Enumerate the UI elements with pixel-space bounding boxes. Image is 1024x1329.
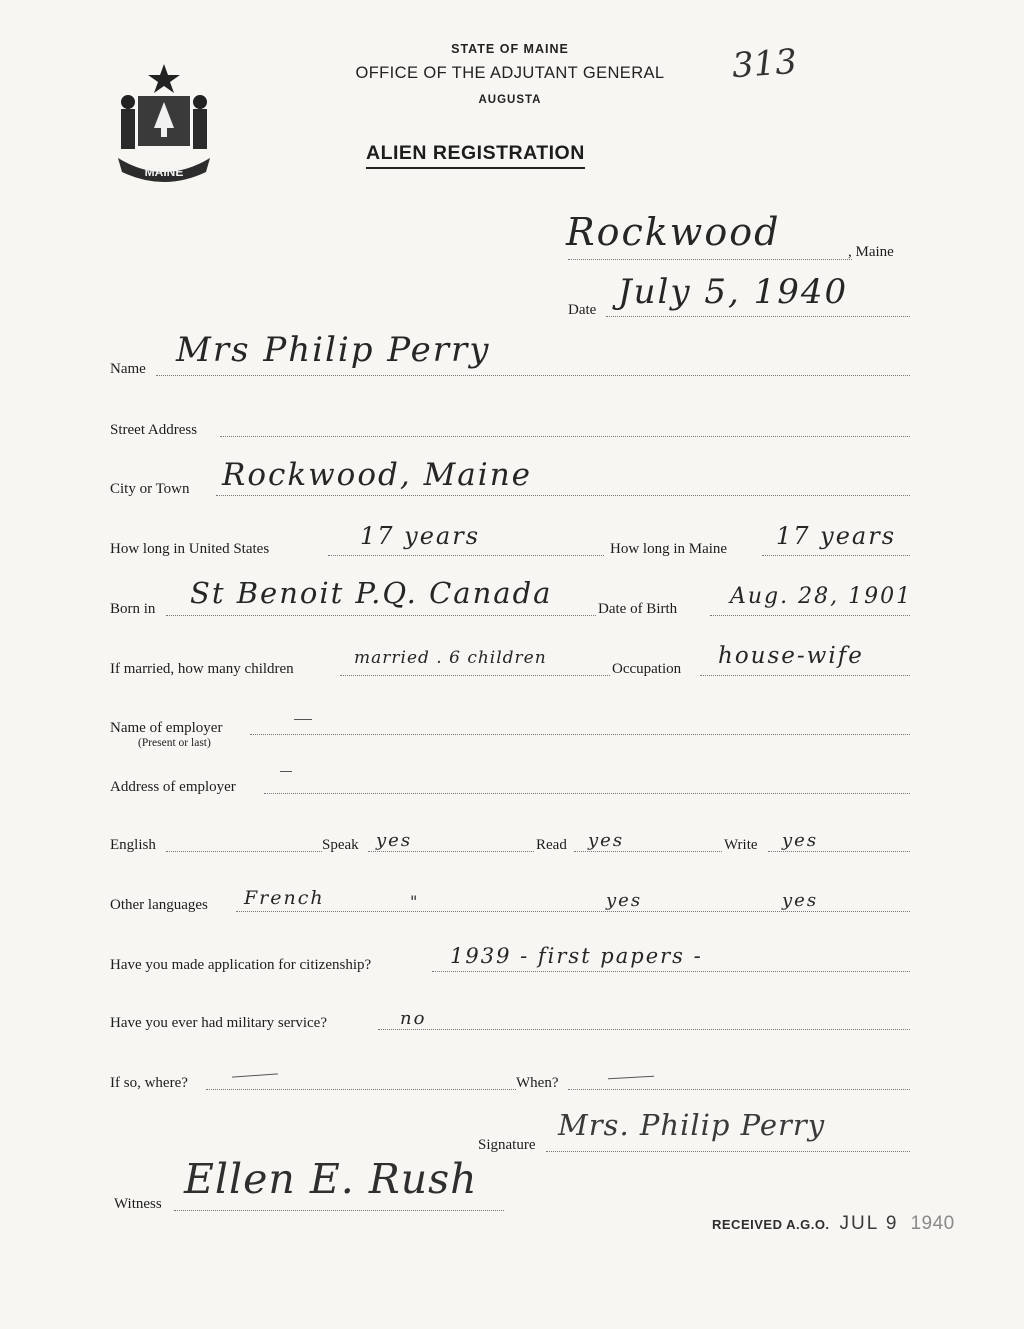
english-read-value: yes bbox=[588, 830, 625, 851]
english-write-value: yes bbox=[782, 830, 819, 851]
where-line bbox=[206, 1089, 516, 1090]
citizenship-label: Have you made application for citizenship? bbox=[110, 957, 372, 973]
military-label: Have you ever had military service? bbox=[110, 1015, 327, 1031]
dob-label: Date of Birth bbox=[598, 601, 678, 617]
occupation-value: house-wife bbox=[718, 643, 864, 669]
born-label: Born in bbox=[110, 601, 156, 617]
witness-value: Ellen E. Rush bbox=[184, 1155, 478, 1203]
maine-years-line bbox=[762, 555, 910, 556]
english-speak-value: yes bbox=[376, 830, 413, 851]
us-years-value: 17 years bbox=[360, 522, 481, 550]
location-suffix: , Maine bbox=[848, 244, 894, 260]
when-dash bbox=[608, 1076, 654, 1079]
signature-line bbox=[546, 1151, 910, 1152]
employer-address-line bbox=[264, 793, 910, 794]
signature-value: Mrs. Philip Perry bbox=[558, 1108, 826, 1142]
witness-label: Witness bbox=[114, 1196, 162, 1212]
employer-address-dash bbox=[280, 771, 292, 772]
date-line bbox=[606, 316, 910, 317]
born-line bbox=[166, 615, 596, 616]
children-label: If married, how many children bbox=[110, 661, 294, 677]
other-languages-value: French bbox=[244, 887, 325, 909]
citizenship-value: 1939 - first papers - bbox=[450, 944, 703, 968]
employer-line bbox=[250, 734, 910, 735]
us-years-line bbox=[328, 555, 604, 556]
employer-sublabel: (Present or last) bbox=[138, 737, 211, 749]
state-heading: STATE OF MAINE bbox=[451, 42, 569, 56]
children-value: married . 6 children bbox=[354, 648, 547, 668]
city-value: Rockwood, Maine bbox=[222, 457, 533, 493]
office-heading: OFFICE OF THE ADJUTANT GENERAL bbox=[355, 64, 665, 82]
street-line bbox=[220, 436, 910, 437]
location-line bbox=[568, 259, 852, 260]
employer-label: Name of employer bbox=[110, 720, 223, 736]
us-years-label: How long in United States bbox=[110, 541, 270, 557]
location-value: Rockwood bbox=[566, 210, 781, 254]
city-line bbox=[216, 495, 910, 496]
speak-label: Speak bbox=[322, 837, 359, 853]
occupation-line bbox=[700, 675, 910, 676]
file-number: 313 bbox=[730, 41, 799, 87]
city-heading: AUGUSTA bbox=[478, 94, 542, 106]
city-label: City or Town bbox=[110, 481, 190, 497]
seal-maine-text: MAINE bbox=[144, 165, 184, 179]
stamp-month: JUL 9 bbox=[839, 1213, 899, 1234]
stamp-year: 1940 bbox=[910, 1213, 955, 1234]
read-line bbox=[574, 851, 722, 852]
military-value: no bbox=[400, 1008, 427, 1029]
occupation-label: Occupation bbox=[612, 661, 682, 677]
other-languages-write: yes bbox=[782, 890, 819, 911]
where-dash bbox=[232, 1073, 278, 1077]
signature-label: Signature bbox=[478, 1137, 536, 1153]
maine-state-seal-icon bbox=[108, 58, 220, 186]
military-line bbox=[378, 1029, 910, 1030]
speak-line bbox=[368, 851, 534, 852]
read-label: Read bbox=[536, 837, 567, 853]
received-stamp bbox=[712, 1213, 955, 1235]
other-languages-line bbox=[236, 911, 910, 912]
write-line bbox=[768, 851, 910, 852]
maine-years-label: How long in Maine bbox=[610, 541, 728, 557]
name-value: Mrs Philip Perry bbox=[176, 330, 491, 370]
write-label: Write bbox=[724, 837, 758, 853]
other-languages-read: yes bbox=[606, 890, 643, 911]
witness-line bbox=[174, 1210, 504, 1211]
other-languages-label: Other languages bbox=[110, 897, 208, 913]
employer-address-label: Address of employer bbox=[110, 779, 236, 795]
stamp-text: RECEIVED A.G.O. bbox=[712, 1217, 830, 1232]
street-label: Street Address bbox=[110, 422, 198, 438]
maine-years-value: 17 years bbox=[776, 522, 897, 550]
where-label: If so, where? bbox=[110, 1075, 188, 1091]
dob-line bbox=[710, 615, 910, 616]
children-line bbox=[340, 675, 610, 676]
dob-value: Aug. 28, 1901 bbox=[730, 584, 913, 609]
when-label: When? bbox=[516, 1075, 559, 1091]
employer-dash bbox=[294, 719, 312, 720]
citizenship-line bbox=[432, 971, 910, 972]
english-line bbox=[166, 851, 322, 852]
date-value: July 5, 1940 bbox=[618, 272, 849, 312]
name-line bbox=[156, 375, 910, 376]
form-title: ALIEN REGISTRATION bbox=[366, 142, 585, 169]
other-languages-speak: " bbox=[410, 892, 420, 911]
born-value: St Benoit P.Q. Canada bbox=[190, 576, 553, 610]
when-line bbox=[568, 1089, 910, 1090]
name-label: Name bbox=[110, 361, 146, 377]
english-label: English bbox=[110, 837, 156, 853]
date-label: Date bbox=[568, 302, 597, 318]
